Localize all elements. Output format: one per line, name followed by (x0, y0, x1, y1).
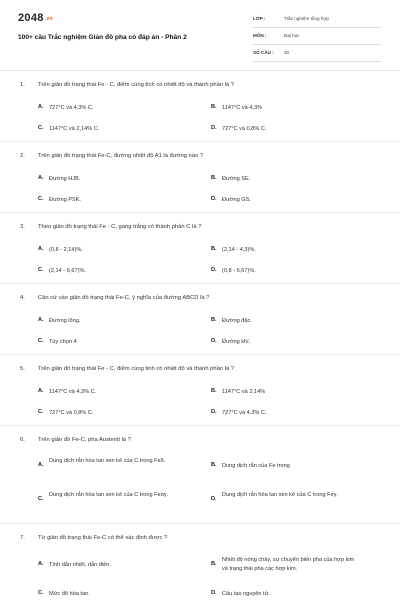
option-key: A. (38, 388, 44, 394)
option-key: D. (211, 338, 217, 344)
meta-subject-value: Đại học (284, 33, 300, 38)
option-key: B. (211, 561, 217, 567)
meta-count-label: SỐ CÂU : (253, 50, 274, 55)
site-logo[interactable] (18, 12, 53, 24)
option-text: Cấu tạo nguyên tử. (222, 591, 270, 597)
question-stem: Theo giản đồ trạng thái Fe - C, gang trắng có thành phần C là ? (38, 224, 202, 230)
option-text: 727°C và 4,3% C. (49, 105, 94, 111)
option-key: A. (38, 246, 44, 252)
option-key: D. (211, 125, 217, 131)
option-text: Đường HJB. (49, 176, 81, 182)
option-key: C. (38, 409, 44, 415)
logo-main: 2048 (18, 12, 44, 24)
option-key: D. (211, 409, 217, 415)
option-text: (0,8 - 2,14)%. (49, 247, 83, 253)
option-key: D. (211, 267, 217, 273)
meta-subject-label: MÔN : (253, 33, 267, 38)
question-divider (0, 212, 400, 213)
question-stem: Từ giản đồ trạng thái Fe-C có thể xác định được ? (38, 535, 168, 541)
option-text: Đường lỏng. (49, 318, 81, 324)
option-text: 1147°C và 2,14% (222, 389, 266, 395)
option-key: B. (211, 388, 217, 394)
option-text: (2,14 - 4,3)%. (222, 247, 256, 253)
option-text: (2,14 - 6,67)%. (49, 268, 86, 274)
option-key: B. (211, 246, 217, 252)
option-key: A. (38, 462, 44, 468)
option-key: D. (211, 496, 217, 502)
option-key: D. (211, 590, 217, 596)
meta-class-value: Trắc nghiệm tổng hợp (284, 16, 329, 21)
question-stem: Trên giản đồ Fe-C, pha Austenit là ? (38, 437, 131, 443)
question-divider (0, 523, 400, 524)
question-text (20, 153, 203, 159)
option-text: Đường khí. (222, 339, 251, 345)
option-key: B. (211, 104, 217, 110)
header (0, 0, 400, 62)
meta-count-value: 30 (284, 50, 290, 55)
option-text: Dung dịch rắn hòa tan xen kẽ của C trong Feαγ. (49, 492, 169, 498)
option-text: Tùy chọn 4 (49, 339, 77, 345)
question-number: 5. (20, 366, 25, 372)
question-number: 3. (20, 224, 25, 230)
option-text: Đường GS. (222, 197, 251, 203)
question-text (20, 437, 131, 443)
option-text: 1147°C và 4,3% (222, 105, 263, 111)
option-key: C. (38, 125, 44, 131)
question-text (20, 82, 234, 88)
question-divider (0, 354, 400, 355)
question-text (20, 295, 209, 301)
option-text: Nhiệt độ nóng chảy, sự chuyển biến pha của hợp kim và trạng thái pha các hợp kim. (222, 557, 355, 572)
option-text: Dung dịch rắn hòa tan xen kẽ của C trong Feδ. (49, 458, 166, 464)
question-text (20, 224, 201, 230)
question-number: 2. (20, 153, 25, 159)
option-key: D. (211, 196, 217, 202)
question-stem: Trên giản đồ trạng thái Fe - C, điểm cùng tích có nhiệt độ và thành phần là ? (38, 82, 235, 88)
question-divider (0, 141, 400, 142)
meta-class (253, 13, 381, 28)
meta-count (253, 47, 381, 62)
option-text: (0,8 - 6,67)%. (222, 268, 256, 274)
question-divider (0, 425, 400, 426)
option-key: C. (38, 196, 44, 202)
option-key: A. (38, 104, 44, 110)
option-key: C. (38, 496, 44, 502)
option-key: A. (38, 317, 44, 323)
question-stem: Trên giản đồ trạng thái Fe - C, điểm cùng tinh có nhiệt độ và thành phần là ? (38, 366, 235, 372)
option-key: A. (38, 175, 44, 181)
question-text (20, 366, 234, 372)
question-number: 6. (20, 437, 25, 443)
option-text: Dung dịch rắn hòa tan xen kẽ của C trong Feγ. (222, 492, 338, 498)
exam-meta (253, 13, 381, 64)
option-text: Dung dịch rắn của Fe trong (222, 463, 290, 469)
option-text: Mức độ hòa tan. (49, 591, 90, 597)
option-text: 1147°C và 4,3% C. (49, 389, 97, 395)
option-text: Tính dẫn nhiệt, dẫn điện. (49, 562, 111, 568)
option-text: 1147°C và 2,14% C. (49, 126, 100, 132)
option-text: Đường SE. (222, 176, 251, 182)
option-text: 727°C và 0,8% C. (49, 410, 94, 416)
page-title: 100+ câu Trắc nghiệm Giản đồ pha có đáp án - Phần 2 (18, 34, 187, 41)
question-number: 7. (20, 535, 25, 541)
option-key: B. (211, 175, 217, 181)
question-number: 4. (20, 295, 25, 301)
meta-class-label: LỚP : (253, 16, 266, 21)
option-text: 727°C và 0,8% C. (222, 126, 267, 132)
meta-subject (253, 30, 381, 45)
option-text: Đường PSK. (49, 197, 81, 203)
question-stem: Trên giản đồ trạng thái Fe-C, đường nhiệt độ A1 là đường nào ? (38, 153, 204, 159)
question-text (20, 535, 167, 541)
option-key: A. (38, 561, 44, 567)
option-key: C. (38, 267, 44, 273)
option-text: 727°C và 4,3% C. (222, 410, 267, 416)
question-stem: Căn cứ vào giản đồ trạng thái Fe-C, ý nghĩa của đường ABCD là ? (38, 295, 210, 301)
option-key: B. (211, 317, 217, 323)
question-number: 1. (20, 82, 25, 88)
option-key: C. (38, 338, 44, 344)
option-key: B. (211, 462, 217, 468)
option-key: C. (38, 590, 44, 596)
header-divider (0, 70, 400, 71)
question-divider (0, 283, 400, 284)
option-text: Đường đặc. (222, 318, 252, 324)
logo-suffix: .vn (44, 16, 53, 22)
